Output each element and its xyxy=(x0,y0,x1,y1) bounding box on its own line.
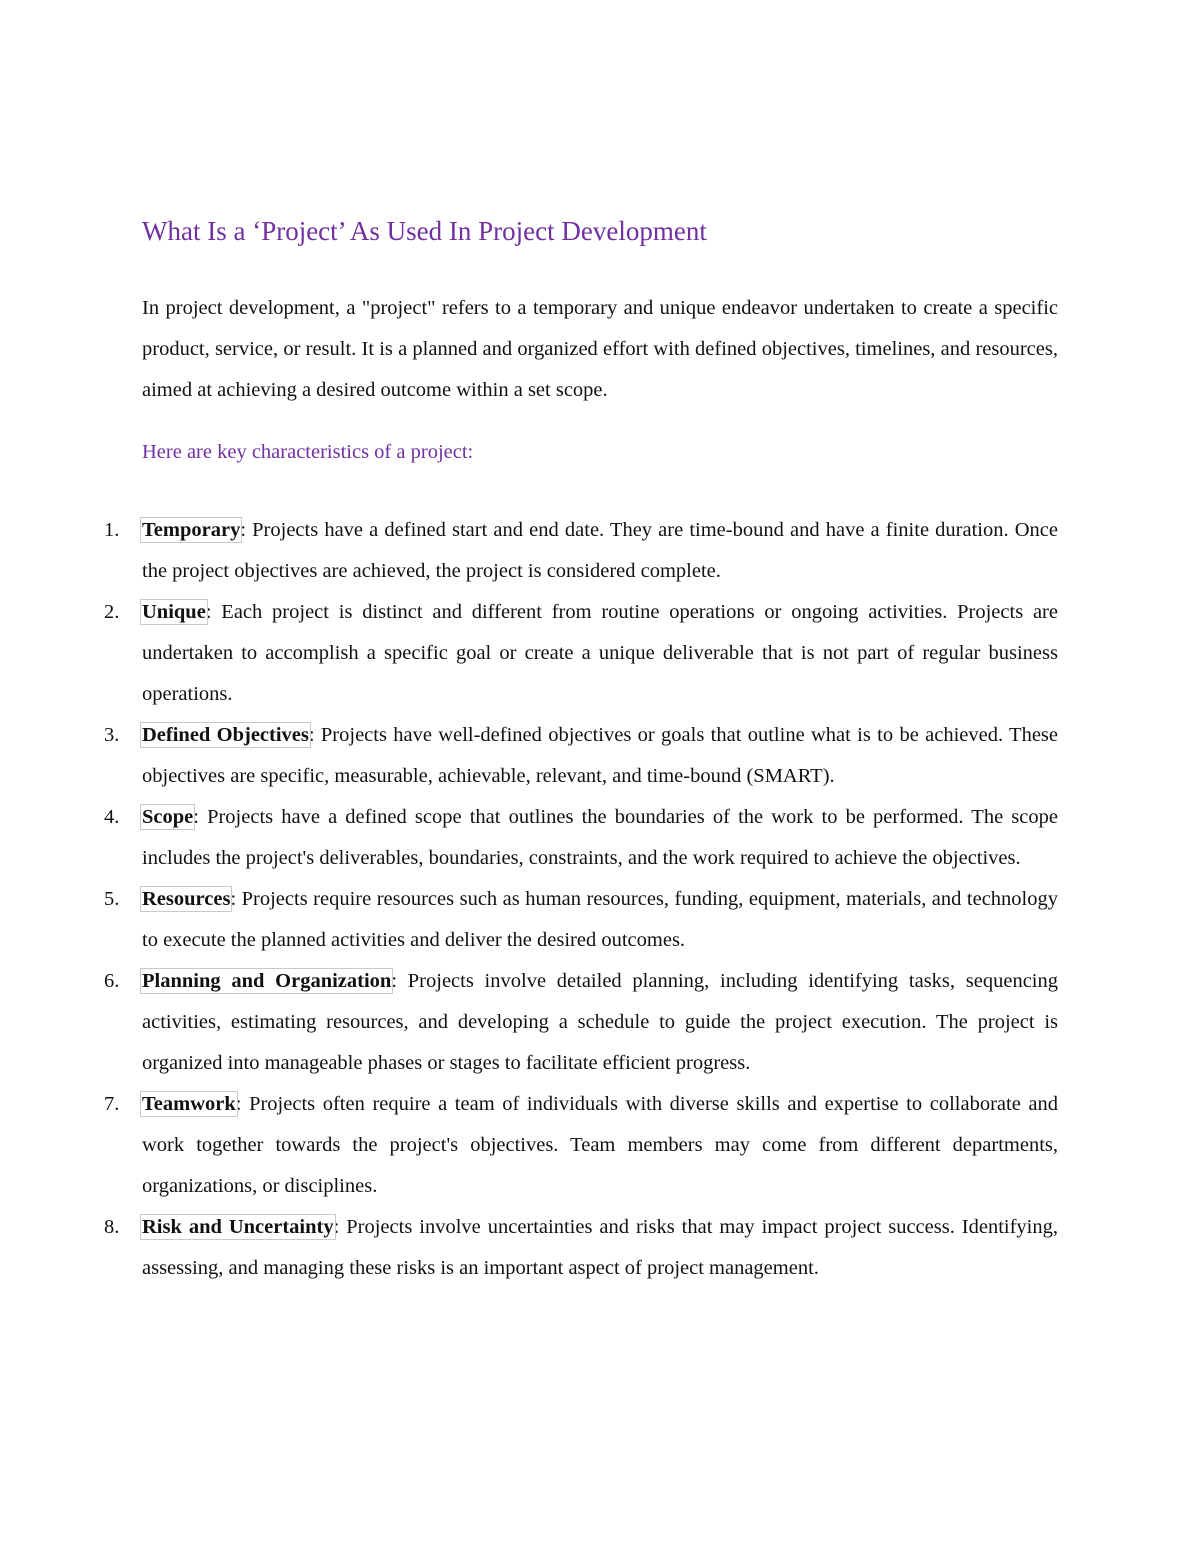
list-number: 4. xyxy=(104,806,120,828)
item-description: : Projects have a defined start and end date. They are time-bound and have a finite duration. Once the project objectives are achieved, the project is considered complete. xyxy=(142,519,1058,582)
list-item xyxy=(104,961,1058,1084)
item-description: : Projects involve detailed planning, including identifying tasks, sequencing activities, estimating resources, and developing a schedule to guide the project execution. The project is organized into manageable phases or stages to facilitate efficient progress. xyxy=(142,970,1058,1074)
list-number: 6. xyxy=(104,970,120,992)
list-item xyxy=(104,592,1058,715)
list-number: 1. xyxy=(104,519,120,541)
item-term: Risk and Uncertainty xyxy=(142,1216,334,1238)
list-number: 5. xyxy=(104,888,120,910)
list-item xyxy=(104,1084,1058,1207)
item-term: Resources xyxy=(142,888,231,910)
characteristics-heading: Here are key characteristics of a project: xyxy=(142,441,474,463)
list-item xyxy=(104,715,1058,797)
page-title: What Is a ‘Project’ As Used In Project Development xyxy=(142,216,707,246)
item-term: Planning and Organization xyxy=(142,970,392,992)
item-term: Unique xyxy=(142,601,206,623)
item-term: Teamwork xyxy=(142,1093,236,1115)
list-item xyxy=(104,797,1058,879)
item-term: Temporary xyxy=(142,519,241,541)
list-item xyxy=(104,510,1058,592)
item-description: : Projects have a defined scope that outlines the boundaries of the work to be performed. The scope includes the project's deliverables, boundaries, constraints, and the work required to achieve the objectives. xyxy=(142,806,1058,869)
item-term: Scope xyxy=(142,806,194,828)
list-item xyxy=(104,1207,1059,1289)
item-description: : Projects have well-defined objectives or goals that outline what is to be achieved. These objectives are specific, measurable, achievable, relevant, and time-bound (SMART). xyxy=(142,724,1058,787)
item-description: : Each project is distinct and different from routine operations or ongoing activities. Projects are undertaken to accomplish a specific goal or create a unique deliverable that is not part of regular business operations. xyxy=(142,601,1058,705)
list-item xyxy=(104,879,1058,961)
list-number: 7. xyxy=(104,1093,120,1115)
intro-paragraph: In project development, a "project" refers to a temporary and unique endeavor undertaken to create a specific product, service, or result. It is a planned and organized effort with defined objectives, timelines, and resources, aimed at achieving a desired outcome within a set scope. xyxy=(142,297,1058,401)
item-description: : Projects often require a team of individuals with diverse skills and expertise to collaborate and work together towards the project's objectives. Team members may come from different departments, organizations, or disciplines. xyxy=(142,1093,1058,1197)
characteristics-list xyxy=(104,510,1059,1289)
list-number: 2. xyxy=(104,601,120,623)
item-description: : Projects involve uncertainties and risks that may impact project success. Identifying, assessing, and managing these risks is an important aspect of project management. xyxy=(142,1216,1059,1279)
item-term: Defined Objectives xyxy=(142,724,309,746)
list-number: 3. xyxy=(104,724,120,746)
item-description: : Projects require resources such as human resources, funding, equipment, materials, and technology to execute the planned activities and deliver the desired outcomes. xyxy=(142,888,1058,951)
list-number: 8. xyxy=(104,1216,120,1238)
